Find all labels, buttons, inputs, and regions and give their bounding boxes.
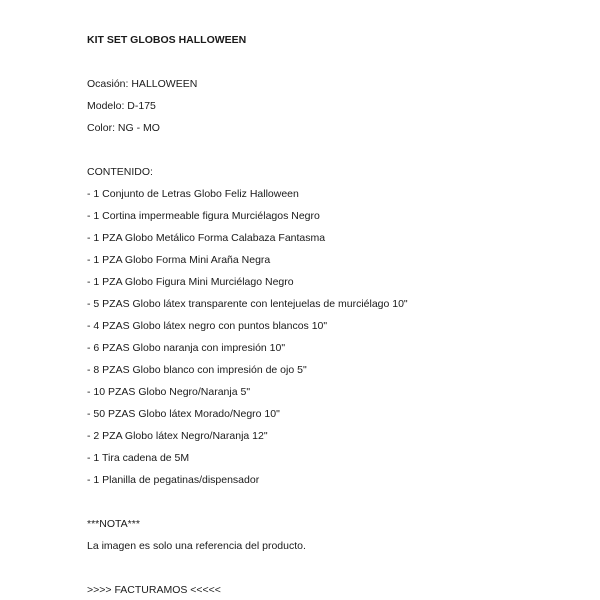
spec-occasion: Ocasión: HALLOWEEN — [87, 78, 198, 90]
contents-section — [87, 165, 587, 487]
note-text: La imagen es solo una referencia del producto. — [87, 540, 306, 552]
list-item: - 2 PZA Globo látex Negro/Naranja 12" — [87, 430, 268, 442]
invoice-banner: >>>> FACTURAMOS <<<<< — [87, 584, 221, 596]
list-item: - 8 PZAS Globo blanco con impresión de ojo 5" — [87, 364, 307, 376]
note-section — [87, 517, 587, 553]
list-item: - 10 PZAS Globo Negro/Naranja 5" — [87, 386, 251, 398]
list-item: - 1 Cortina impermeable figura Murciélagos Negro — [87, 210, 320, 222]
spec-model: Modelo: D-175 — [87, 100, 156, 112]
product-title: KIT SET GLOBOS HALLOWEEN — [87, 34, 247, 46]
list-item: - 5 PZAS Globo látex transparente con lentejuelas de murciélago 10" — [87, 298, 408, 310]
footer-section — [87, 583, 587, 597]
list-item: - 4 PZAS Globo látex negro con puntos blancos 10" — [87, 320, 328, 332]
list-item: - 6 PZAS Globo naranja con impresión 10" — [87, 342, 286, 354]
list-item: - 1 Planilla de pegatinas/dispensador — [87, 474, 260, 486]
list-item: - 1 Tira cadena de 5M — [87, 452, 190, 464]
note-heading: ***NOTA*** — [87, 518, 140, 530]
list-item: - 1 PZA Globo Forma Mini Araña Negra — [87, 254, 271, 266]
product-description — [87, 33, 587, 597]
product-specs — [87, 77, 587, 135]
list-item: - 1 PZA Globo Metálico Forma Calabaza Fantasma — [87, 232, 326, 244]
contents-heading: CONTENIDO: — [87, 166, 153, 178]
list-item: - 1 Conjunto de Letras Globo Feliz Halloween — [87, 188, 299, 200]
list-item: - 1 PZA Globo Figura Mini Murciélago Negro — [87, 276, 294, 288]
contents-list — [87, 187, 587, 487]
spec-color: Color: NG - MO — [87, 122, 160, 134]
list-item: - 50 PZAS Globo látex Morado/Negro 10" — [87, 408, 280, 420]
